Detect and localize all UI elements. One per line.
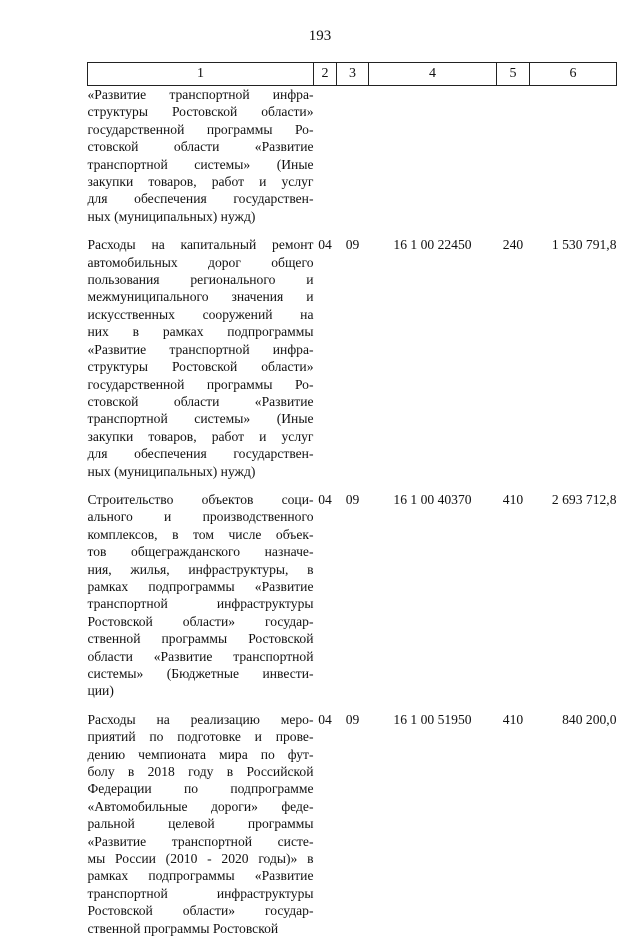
expense-type-code: 240	[502, 237, 524, 253]
section-code	[314, 86, 337, 237]
description-line: Строительство объектов соци-	[87, 491, 314, 507]
description-line: болу в 2018 году в Российской	[87, 764, 314, 780]
description-line: транспортной системы» (Иные	[87, 411, 314, 427]
description-line: автомобильных дорог общего	[87, 254, 314, 270]
description-line: комплексов, в том числе объек-	[87, 526, 314, 542]
description-line: структуры Ростовской области»	[87, 104, 314, 120]
description-line: ции)	[87, 683, 114, 699]
table-row	[88, 86, 617, 237]
description-line: государственной программы Ро-	[87, 121, 314, 137]
row-description	[88, 711, 314, 948]
description-line: ных (муниципальных) нужд)	[87, 463, 256, 479]
budget-table	[87, 62, 617, 948]
description-line: Расходы на капитальный ремонт	[87, 237, 314, 253]
description-line: Ростовской области» государ-	[87, 613, 314, 629]
subsection-code: 09	[345, 711, 360, 727]
description-line: пользования регионального и	[87, 272, 314, 288]
description-line: области «Развитие транспортной	[87, 648, 314, 664]
description-line: искусственных сооружений на	[87, 306, 314, 322]
description-line: закупки товаров, работ и услуг	[87, 428, 314, 444]
amount: 2 693 712,8	[551, 491, 617, 507]
description-line: ральной целевой программы	[87, 816, 314, 832]
description-line: «Развитие транспортной систе-	[87, 833, 314, 849]
expense-type-code	[497, 86, 530, 237]
target-article-code: 16 1 00 22450	[393, 237, 472, 253]
description-line: дению чемпионата мира по фут-	[87, 746, 314, 762]
row-description	[88, 491, 314, 711]
amount	[530, 86, 617, 237]
description-line: Расходы на реализацию меро-	[87, 711, 314, 727]
description-line: «Развитие транспортной инфра-	[87, 87, 314, 102]
description-line: транспортной инфраструктуры	[87, 596, 314, 612]
description-line: транспортной инфраструктуры	[87, 885, 314, 901]
header-col-6: 6	[530, 63, 617, 86]
description-line: стовской области «Развитие	[87, 393, 314, 409]
row-description	[88, 86, 314, 237]
table-row	[88, 236, 617, 491]
description-line: Федерации по подпрограмме	[87, 781, 314, 797]
description-line: рамках подпрограммы «Развитие	[87, 578, 314, 594]
amount: 1 530 791,8	[551, 237, 617, 253]
description-line: «Развитие транспортной инфра-	[87, 341, 314, 357]
description-line: межмуниципального значения и	[87, 289, 314, 305]
description-line: закупки товаров, работ и услуг	[87, 174, 314, 190]
row-description	[88, 236, 314, 491]
header-col-4: 4	[369, 63, 497, 86]
target-article-code: 16 1 00 51950	[393, 711, 472, 727]
description-line: рамках подпрограммы «Развитие	[87, 868, 314, 884]
amount: 840 200,0	[562, 711, 617, 727]
target-article-code: 16 1 00 40370	[393, 491, 472, 507]
description-line: мы России (2010 - 2020 годы)» в	[87, 851, 314, 867]
header-row	[88, 63, 617, 86]
page-number: 193	[308, 28, 332, 44]
description-line: стовской области «Развитие	[87, 139, 314, 155]
description-line: ния, жилья, инфраструктуры, в	[87, 561, 314, 577]
expense-type-code: 410	[502, 711, 524, 727]
description-line: транспортной системы» (Иные	[87, 156, 314, 172]
description-line: Ростовской области» государ-	[87, 903, 314, 919]
subsection-code: 09	[345, 237, 360, 253]
description-line: системы» (Бюджетные инвести-	[87, 666, 314, 681]
target-article-code	[369, 86, 497, 237]
subsection-code	[337, 86, 369, 237]
description-line: тов общегражданского назначе-	[87, 544, 314, 560]
header-col-5: 5	[497, 63, 530, 86]
description-line: государственной программы Ро-	[87, 376, 314, 392]
section-code: 04	[318, 491, 332, 507]
table-row	[88, 491, 617, 711]
description-line: ственной программы Ростовской	[87, 920, 279, 936]
description-line: ального и производственного	[87, 509, 314, 525]
description-line: них в рамках подпрограммы	[87, 324, 314, 340]
description-line: ственной программы Ростовской	[87, 631, 314, 647]
header-col-1: 1	[88, 63, 314, 86]
table-row	[88, 711, 617, 948]
description-line: приятий по подготовке и прове-	[87, 729, 314, 745]
description-line: для обеспечения государствен-	[87, 191, 314, 207]
description-line: структуры Ростовской области»	[87, 359, 314, 375]
description-line: ных (муниципальных) нужд)	[87, 208, 256, 224]
section-code: 04	[318, 237, 332, 253]
expense-type-code: 410	[502, 491, 524, 507]
section-code: 04	[318, 711, 332, 727]
subsection-code: 09	[345, 491, 360, 507]
header-col-2: 2	[314, 63, 337, 86]
description-line: «Автомобильные дороги» феде-	[87, 798, 314, 814]
header-col-3: 3	[337, 63, 369, 86]
description-line: для обеспечения государствен-	[87, 446, 314, 462]
